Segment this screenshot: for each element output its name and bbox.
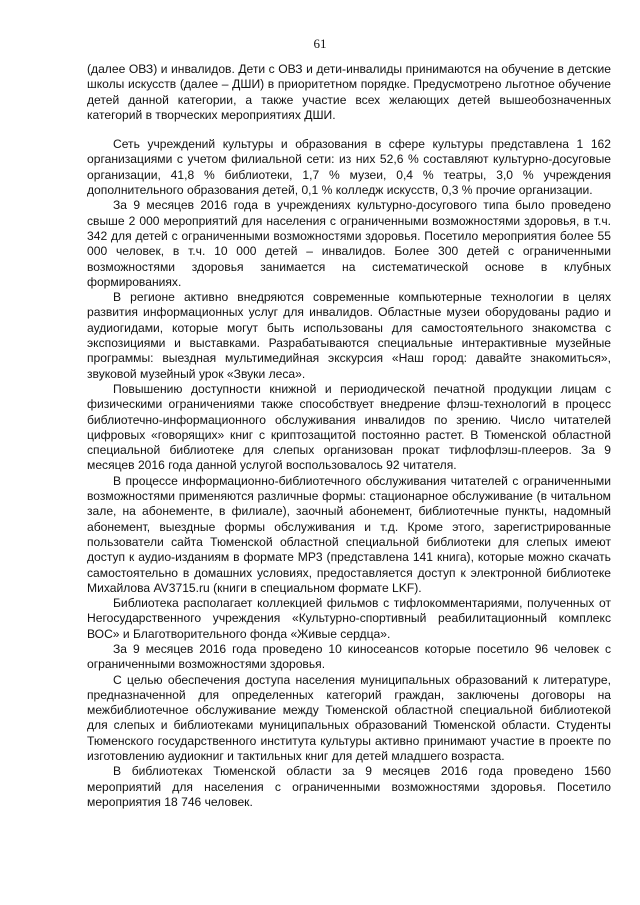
paragraph-film-screenings: За 9 месяцев 2016 года проведено 10 киносеансов которые посетило 96 человек с ограниченными возможностями здоровья.: [87, 641, 611, 672]
paragraph-ovz-intro: (далее ОВЗ) и инвалидов. Дети с ОВЗ и дети-инвалиды принимаются на обучение в детские школы искусств (далее – ДШИ) в приоритетном порядке. Предусмотрено льготное обучение детей данной категории, а также участие всех желающих детей вышеобозначенных категорий в творческих мероприятиях ДШИ.: [87, 62, 611, 122]
paragraph-computer-technologies: В регионе активно внедряются современные компьютерные технологии в целях развития информационных услуг для инвалидов. Областные музеи оборудованы радио и аудиогидами, которые могут быть использованы для самостоятельного знакомства с экспозициями и выставками. Разрабатываются специальные интерактивные музейные программы: выездная мультимедийная экскурсия «Наш город: давайте знакомиться», звуковой музейный урок «Звуки леса».: [87, 290, 611, 381]
paragraph-library-service-forms: В процессе информационно-библиотечного обслуживания читателей с ограниченными возможностями применяются различные формы: стационарное обслуживание (в читальном зале, на абонементе, в филиале), заочный абонемент, библиотечные пункты, надомный абонемент, выездные формы обслуживания и т.д. Кроме этого, зарегистрированные пользователи сайта Тюменской областной специальной библиотеки для слепых имеют доступ к аудио-изданиям в формате MP3 (представлена 141 книга), которые можно скачать самостоятельно в домашних условиях, предоставляется доступ к электронной библиотеке Михайлова AV3715.ru (книги в специальном формате LKF).: [87, 473, 611, 595]
paragraph-film-collection: Библиотека располагает коллекцией фильмов с тифлокомментариями, полученных от Негосударственного учреждения «Культурно-спортивный реабилитационный комплекс ВОС» и Благотворительного фонда «Живые сердца».: [87, 596, 611, 641]
document-body: [87, 62, 611, 810]
paragraph-leisure-events: За 9 месяцев 2016 года в учреждениях культурно-досугового типа было проведено свыше 2 000 мероприятий для населения с ограниченными возможностями здоровья, в т.ч. 342 для детей с ограниченными возможностями здоровья. Посетило мероприятия более 55 000 человек, в т.ч. 10 000 детей – инвалидов. Более 300 детей с ограниченными возможностями здоровья занимается на систематической основе в клубных формированиях.: [87, 198, 611, 289]
paragraph-library-events-summary: В библиотеках Тюменской области за 9 месяцев 2016 года проведено 1560 мероприятий для населения с ограниченными возможностями здоровья. Посетило мероприятия 18 746 человек.: [87, 764, 611, 809]
page-number: 61: [313, 36, 327, 51]
paragraph-interlibrary-service: С целью обеспечения доступа населения муниципальных образований к литературе, предназначенной для определенных категорий граждан, заключены договоры на межбиблиотечное обслуживание между Тюменской областной специальной библиотекой для слепых и библиотеками муниципальных образований Тюменской области. Студенты Тюменского государственного института культуры активно принимают участие в проекте по изготовлению аудиокниг и тактильных книг для детей младшего возраста.: [87, 672, 611, 764]
paragraph-flash-technologies: Повышению доступности книжной и периодической печатной продукции лицам с физическими ограничениями также способствует внедрение флэш-технологий в процесс библиотечно-информационного обслуживания инвалидов по зрению. Число читателей цифровых «говорящих» книг с криптозащитой постоянно растет. В Тюменской областной специальной библиотеке для слепых организован прокат тифлофлэш-плееров. За 9 месяцев 2016 года данной услугой воспользовалось 92 читателя.: [87, 381, 611, 473]
paragraph-culture-network: Сеть учреждений культуры и образования в сфере культуры представлена 1 162 организациями с учетом филиальной сети: из них 52,6 % составляют культурно-досуговые организации, 41,8 % библиотеки, 1,7 % музеи, 0,4 % театры, 3,0 % учреждения дополнительного образования детей, 0,1 % колледж искусств, 0,3 % прочие организации.: [87, 137, 611, 198]
